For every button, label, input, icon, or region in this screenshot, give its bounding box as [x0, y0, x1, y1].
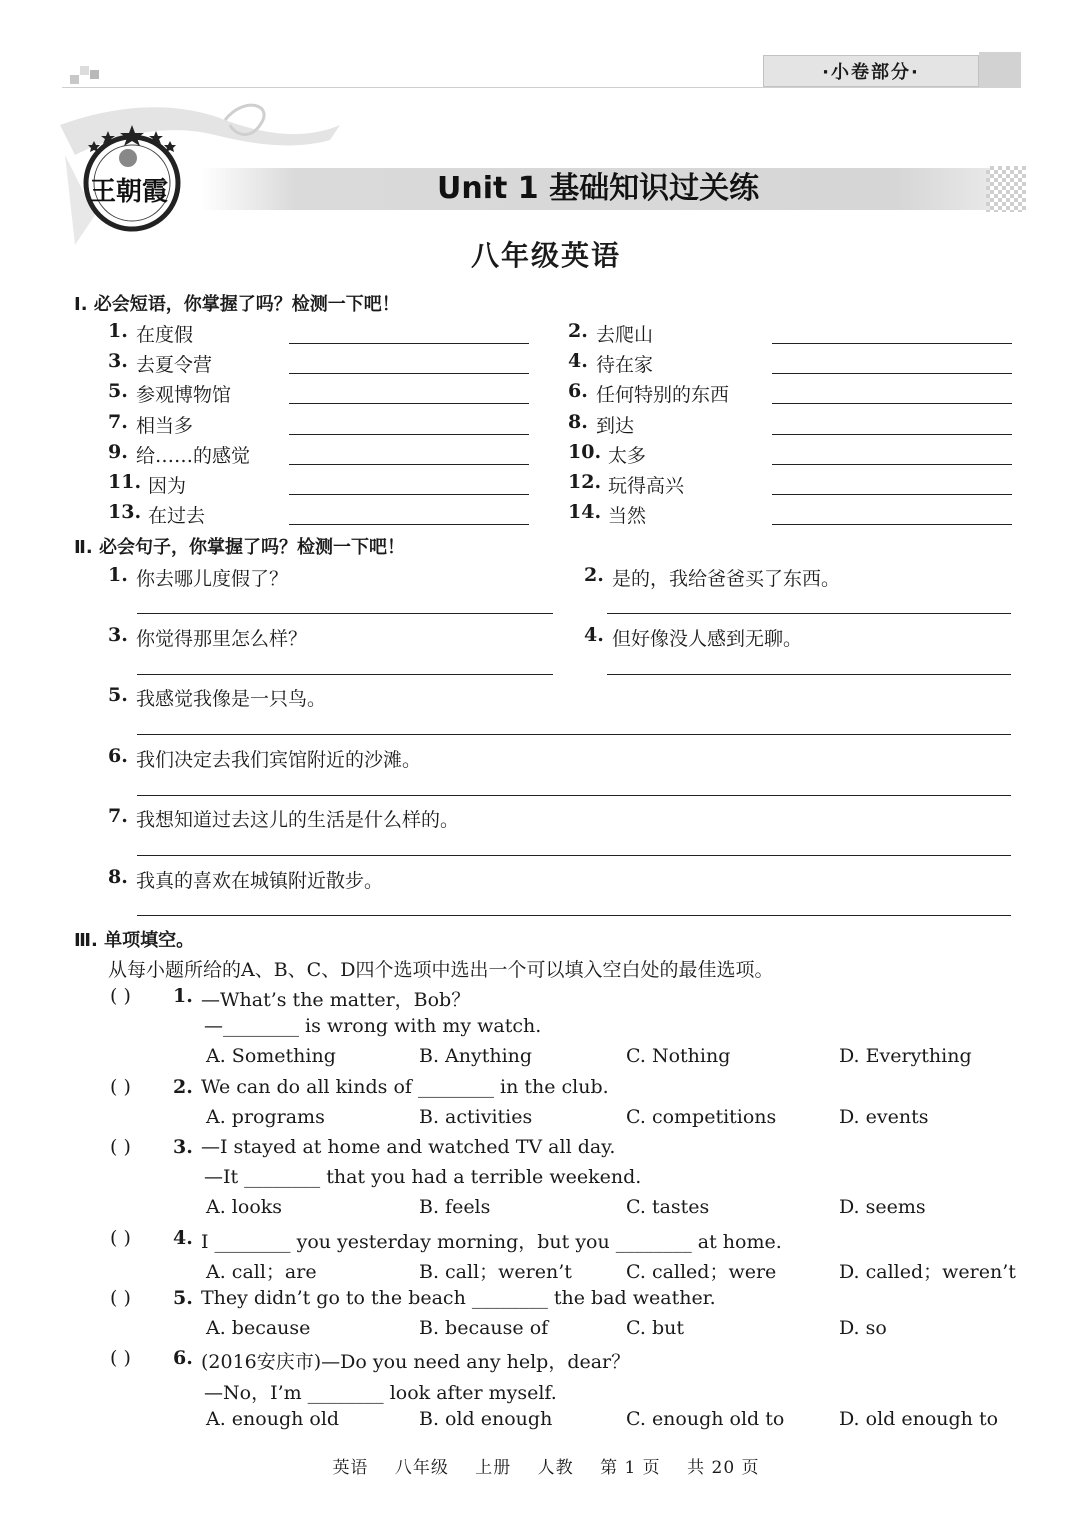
- phrase-text: 任何特别的东西: [596, 384, 730, 407]
- header-decor-square: [80, 66, 89, 75]
- phrase-number: 2.: [568, 320, 588, 342]
- sentence-text: 是的，我给爸爸买了东西。: [612, 568, 841, 590]
- unit-title: Unit 1 基础知识过关练: [437, 171, 760, 206]
- phrase-text: 当然: [608, 505, 647, 528]
- phrase-answer-line[interactable]: [289, 464, 529, 465]
- option-c[interactable]: C. Nothing: [626, 1045, 731, 1068]
- logo-name: 王朝霞: [90, 177, 169, 207]
- option-a[interactable]: A. call；are: [206, 1260, 317, 1283]
- answer-bracket[interactable]: ( ): [110, 1287, 131, 1309]
- option-a[interactable]: A. enough old: [206, 1407, 340, 1430]
- option-a[interactable]: A. looks: [206, 1196, 283, 1219]
- section3-instruction: 从每小题所给的A、B、C、D四个选项中选出一个可以填入空白处的最佳选项。: [108, 959, 774, 981]
- phrase-answer-line[interactable]: [772, 494, 1012, 495]
- sentence-text: 你觉得那里怎么样？: [136, 628, 308, 650]
- phrase-answer-line[interactable]: [772, 434, 1012, 435]
- question-stem: —No，I’m ________ look after myself.: [204, 1381, 557, 1404]
- phrase-answer-line[interactable]: [289, 403, 529, 404]
- phrase-number: 5.: [108, 380, 128, 403]
- question-number: 5.: [173, 1287, 193, 1309]
- sentence-number: 4.: [584, 624, 604, 646]
- option-a[interactable]: A. because: [206, 1317, 311, 1340]
- header-decor-square: [70, 75, 79, 84]
- option-d[interactable]: D. Everything: [839, 1045, 972, 1068]
- sentence-answer-line[interactable]: [607, 613, 1011, 614]
- phrase-number: 8.: [568, 410, 588, 433]
- phrase-answer-line[interactable]: [772, 464, 1012, 465]
- sentence-text: 但好像没人感到无聊。: [612, 628, 803, 650]
- phrase-number: 6.: [568, 380, 588, 403]
- question-stem: I ________ you yesterday morning，but you ________ at home.: [201, 1230, 782, 1253]
- phrase-text: 去爬山: [596, 324, 654, 346]
- sentence-answer-line[interactable]: [137, 795, 1011, 796]
- sentence-number: 8.: [108, 866, 128, 888]
- question-number: 6.: [173, 1347, 193, 1370]
- sentence-number: 3.: [108, 624, 128, 646]
- question-number: 2.: [173, 1075, 193, 1098]
- option-b[interactable]: B. old enough: [419, 1407, 553, 1430]
- option-c[interactable]: C. tastes: [626, 1196, 710, 1219]
- phrase-answer-line[interactable]: [289, 373, 529, 374]
- phrase-text: 给……的感觉: [136, 444, 251, 467]
- phrase-answer-line[interactable]: [289, 524, 529, 525]
- option-d[interactable]: D. seems: [839, 1196, 926, 1219]
- page-subtitle: 八年级英语: [470, 239, 621, 272]
- sentence-answer-line[interactable]: [137, 915, 1011, 916]
- option-a[interactable]: A. programs: [206, 1105, 325, 1128]
- question-number: 1.: [173, 985, 193, 1007]
- section2-heading: Ⅱ. 必会句子，你掌握了吗？检测一下吧！: [74, 537, 405, 558]
- sentence-text: 我感觉我像是一只鸟。: [136, 688, 327, 710]
- sentence-answer-line[interactable]: [137, 855, 1011, 856]
- phrase-answer-line[interactable]: [772, 373, 1012, 374]
- phrase-number: 3.: [108, 350, 128, 373]
- sentence-number: 7.: [108, 805, 128, 827]
- sentence-text: 我们决定去我们宾馆附近的沙滩。: [136, 749, 422, 771]
- sentence-text: 我真的喜欢在城镇附近散步。: [136, 870, 384, 892]
- option-b[interactable]: B. activities: [419, 1105, 533, 1128]
- sentence-number: 1.: [108, 564, 128, 586]
- header-rule: [62, 87, 1020, 88]
- phrase-number: 1.: [108, 320, 128, 342]
- answer-bracket[interactable]: ( ): [110, 1075, 131, 1098]
- sentence-number: 5.: [108, 684, 128, 706]
- question-stem: —I stayed at home and watched TV all day.: [201, 1136, 616, 1158]
- option-b[interactable]: B. feels: [419, 1196, 491, 1219]
- option-b[interactable]: B. call；weren’t: [419, 1260, 572, 1283]
- phrase-answer-line[interactable]: [772, 343, 1012, 344]
- phrase-text: 在度假: [136, 324, 194, 346]
- phrase-number: 7.: [108, 410, 128, 433]
- sentence-answer-line[interactable]: [137, 613, 553, 614]
- question-stem: —It ________ that you had a terrible weekend.: [204, 1166, 642, 1189]
- sentence-number: 2.: [584, 564, 604, 586]
- phrase-answer-line[interactable]: [289, 434, 529, 435]
- question-stem: We can do all kinds of ________ in the club.: [201, 1075, 609, 1098]
- question-number: 3.: [173, 1136, 193, 1158]
- phrase-text: 太多: [608, 444, 647, 467]
- footer-volume: 上册: [475, 1458, 512, 1478]
- sentence-text: 你去哪儿度假了？: [136, 568, 289, 590]
- phrase-answer-line[interactable]: [772, 403, 1012, 404]
- section1-heading: Ⅰ. 必会短语，你掌握了吗？检测一下吧！: [74, 294, 400, 315]
- publisher-logo: [78, 125, 186, 233]
- phrase-number: 11.: [108, 471, 142, 493]
- question-stem: (2016安庆市)—Do you need any help，dear？: [201, 1351, 631, 1374]
- answer-bracket[interactable]: ( ): [110, 985, 131, 1007]
- footer-edition: 人教: [537, 1458, 574, 1478]
- option-d[interactable]: D. called；weren’t: [839, 1260, 1016, 1283]
- sentence-text: 我想知道过去这儿的生活是什么样的。: [136, 809, 460, 831]
- option-c[interactable]: C. but: [626, 1317, 684, 1340]
- sentence-answer-line[interactable]: [137, 734, 1011, 735]
- question-stem: They didn’t go to the beach ________ the bad weather.: [201, 1287, 716, 1309]
- phrase-text: 玩得高兴: [608, 475, 685, 497]
- phrase-number: 10.: [568, 440, 602, 463]
- phrase-text: 参观博物馆: [136, 384, 232, 407]
- answer-bracket[interactable]: ( ): [110, 1136, 131, 1158]
- question-number: 4.: [173, 1226, 193, 1249]
- option-b[interactable]: B. Anything: [419, 1045, 533, 1068]
- phrase-text: 去夏令营: [136, 354, 213, 377]
- phrase-answer-line[interactable]: [772, 524, 1012, 525]
- option-d[interactable]: D. so: [839, 1317, 887, 1340]
- answer-bracket[interactable]: ( ): [110, 1347, 131, 1370]
- phrase-number: 12.: [568, 471, 602, 493]
- phrase-text: 待在家: [596, 354, 654, 377]
- section3-heading: Ⅲ. 单项填空。: [74, 930, 195, 951]
- footer-total: 共 20 页: [687, 1458, 760, 1478]
- option-c[interactable]: C. competitions: [626, 1105, 777, 1128]
- option-d[interactable]: D. events: [839, 1105, 929, 1128]
- sentence-answer-line[interactable]: [607, 674, 1011, 675]
- answer-bracket[interactable]: ( ): [110, 1226, 131, 1249]
- banner-checker-decor: [986, 166, 1026, 212]
- footer-page: 第 1 页: [600, 1458, 661, 1478]
- sentence-answer-line[interactable]: [137, 674, 553, 675]
- sentence-number: 6.: [108, 745, 128, 767]
- question-stem: —________ is wrong with my watch.: [204, 1015, 542, 1038]
- footer-grade: 八年级: [394, 1458, 449, 1478]
- phrase-number: 9.: [108, 440, 128, 463]
- question-stem: —What’s the matter，Bob？: [201, 989, 471, 1011]
- option-c[interactable]: C. called；were: [626, 1260, 777, 1283]
- phrase-text: 相当多: [136, 414, 194, 437]
- option-d[interactable]: D. old enough to: [839, 1407, 999, 1430]
- footer-subject: 英语: [332, 1458, 369, 1478]
- option-c[interactable]: C. enough old to: [626, 1407, 785, 1430]
- phrase-text: 在过去: [148, 505, 206, 528]
- phrase-answer-line[interactable]: [289, 494, 529, 495]
- section-tag-bar: [979, 52, 1021, 88]
- option-b[interactable]: B. because of: [419, 1317, 549, 1340]
- phrase-number: 14.: [568, 501, 602, 524]
- phrase-answer-line[interactable]: [289, 343, 529, 344]
- page-footer: [0, 1453, 1092, 1478]
- phrase-number: 4.: [568, 350, 588, 373]
- header-decor-square: [90, 70, 99, 79]
- option-a[interactable]: A. Something: [206, 1045, 336, 1068]
- phrase-number: 13.: [108, 501, 142, 524]
- phrase-text: 到达: [596, 414, 635, 437]
- section-tag: ·小卷部分·: [763, 55, 979, 87]
- phrase-text: 因为: [148, 475, 187, 497]
